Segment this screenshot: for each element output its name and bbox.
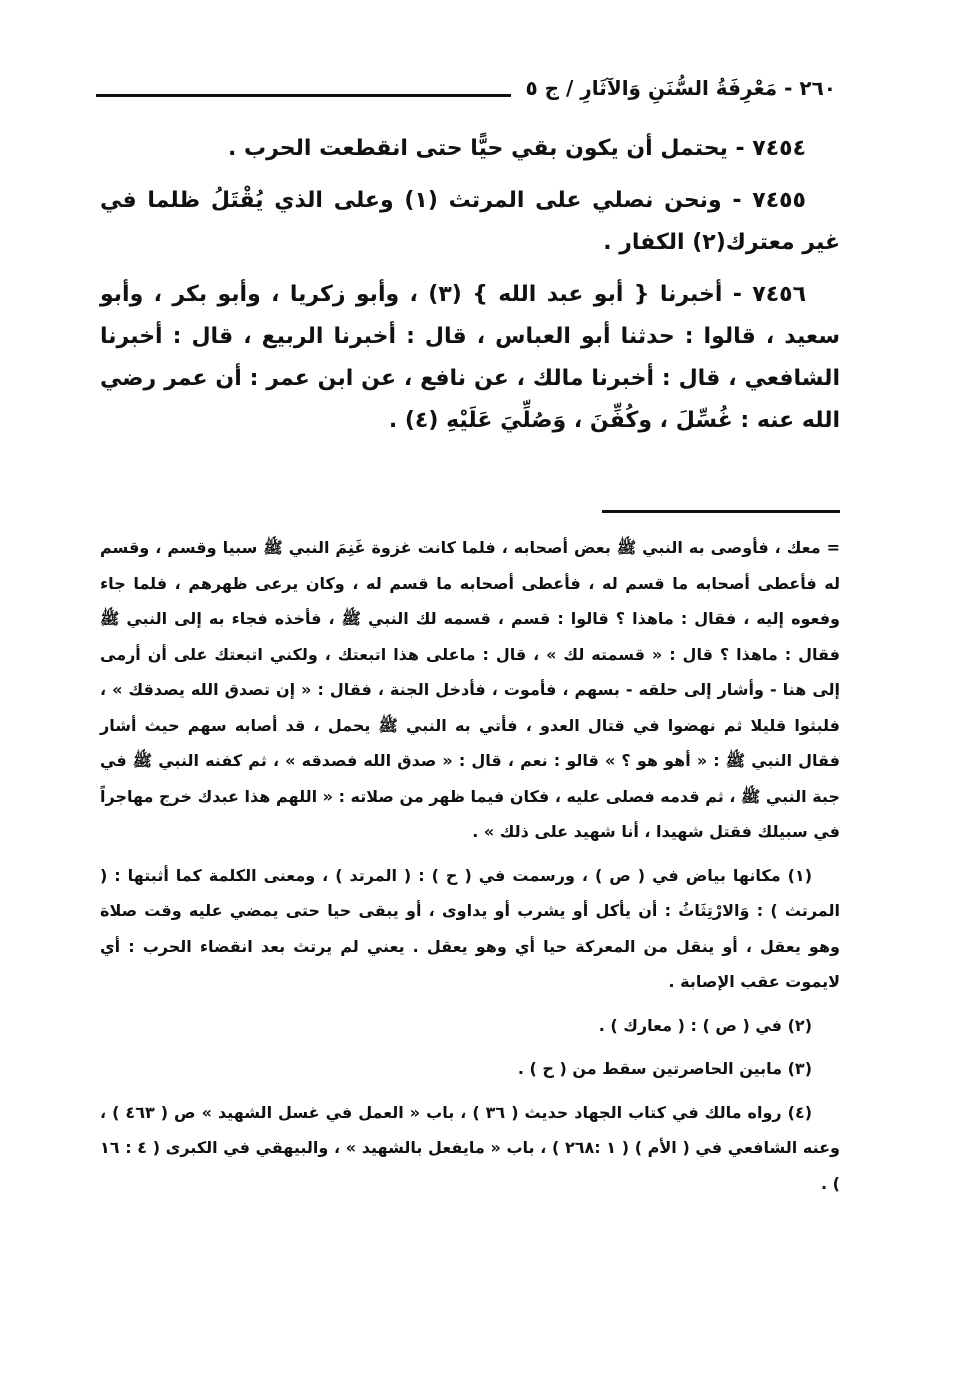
footnote-3: (٣) مابين الحاصرتين سقط من ( ح ) . xyxy=(517,1059,812,1078)
footnote-divider xyxy=(602,510,840,513)
footnote-4: (٤) رواه مالك في كتاب الجهاد حديث ( ٣٦ ) ، باب « العمل في غسل الشهيد » ص ( ٤٦٣ ) ، وعنه الشافعي في ( الأم ) ( ١ :٢٦٨ ) ، باب « مايفعل بالشهيد » ، والبيهقي في الكبرى ( ٤ : ١٦ ) . xyxy=(100,1102,840,1193)
hadith-7454: ٧٤٥٤ - يحتمل أن يكون بقي حيًّا حتى انقطعت الحرب . xyxy=(228,136,806,161)
footnote-2: (٢) في ( ص ) : ( معارك ) . xyxy=(598,1015,812,1035)
hadith-7455: ٧٤٥٥ - ونحن نصلي على المرتث (١) وعلى الذي يُقْتَلُ ظلما في غير معترك(٢) الكفار . xyxy=(100,188,840,255)
page-header xyxy=(96,70,836,106)
header-rule xyxy=(96,94,511,97)
footnote-continuation: = معك ، فأوصى به النبي ﷺ بعض أصحابه ، فلما كانت غزوة غَنِمَ النبي ﷺ سبيا وقسم ، وقسم له فأعطى أصحابه ما قسم له ، فأعطى أصحابه ما قسم له ، وكان يرعى ظهرهم ، فلما جاء وفعوه إليه ، فقال : ماهذا ؟ قالوا : قسم ، قسمه لك النبي ﷺ ، فأخذه فجاء به إلى النبي ﷺ فقال : ماهذا ؟ قال : « قسمته لك » ، قال : ماعلى هذا اتبعتك ، ولكني اتبعتك على أن أرمى إلى هنا - وأشار إلى حلقه - بسهم ، فأموت ، فأدخل الجنة ، فقال : « إن تصدق الله يصدقك » ، فلبثوا قليلا ثم نهضوا في قتال العدو ، فأتي به النبي ﷺ يحمل ، قد أصابه سهم حيث أشار فقال النبي ﷺ : « أهو هو ؟ » قالو : نعم ، قال : « صدق الله فصدقه » ، ثم كفنه النبي ﷺ في جبة النبي ﷺ ، ثم قدمه فصلى عليه ، فكان فيما ظهر من صلاته : « اللهم هذا عبدك خرج مهاجراً في سبيلك فقتل شهيدا ، أنا شهيد على ذلك » . xyxy=(100,538,840,841)
hadith-7456: ٧٤٥٦ - أخبرنا { أبو عبد الله } (٣) ، وأبو زكريا ، وأبو بكر ، وأبو سعيد ، قالوا : حدثنا أبو العباس ، قال : أخبرنا الربيع ، قال : أخبرنا الشافعي ، قال : أخبرنا مالك ، عن نافع ، عن ابن عمر : أن عمر رضي الله عنه : غُسِّلَ ، وكُفِّنَ ، وَصُلِّيَ عَلَيْهِ (٤) . xyxy=(100,282,840,433)
footnote-1: (١) مكانها بياض في ( ص ) ، ورسمت في ( ح ) : ( المرتد ) ، ومعنى الكلمة كما أثبتها : ( المرتث ) : وَالارْتِثَاثُ : أن يأكل أو يشرب أو يداوى ، أو يبقى حيا حتى يمضي عليه وقت صلاة وهو يعقل ، أو ينقل من المعركة حيا أي وهو يعقل . يعني لم يرتث بعد انقضاء الحرب : أي لايموت عقب الإصابة . xyxy=(100,865,840,991)
footnotes-section xyxy=(100,530,840,1209)
main-text xyxy=(100,128,840,452)
running-header-title: ٢٦٠ - مَعْرِفَةُ السُّنَنِ وَالآثَارِ / ج ٥ xyxy=(525,76,836,100)
